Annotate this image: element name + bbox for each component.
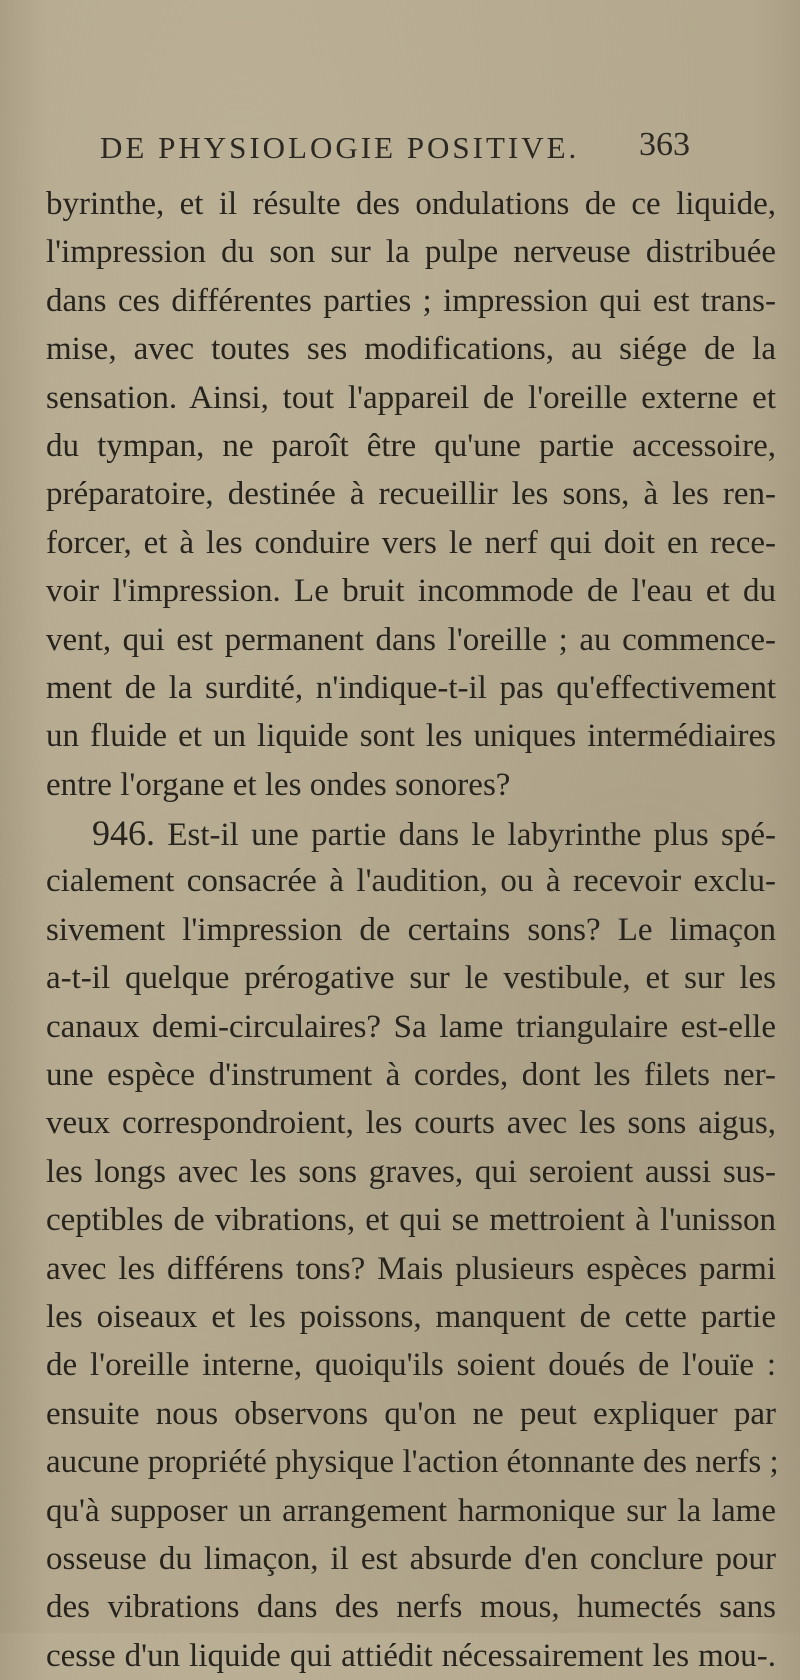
body-text xyxy=(46,180,779,1680)
text-line: qu'à supposer un arrangement harmonique sur la lame xyxy=(46,1492,776,1529)
text-line: les oiseaux et les poissons, manquent de cette partie xyxy=(46,1298,776,1335)
paragraph-first-line xyxy=(46,809,776,857)
text-line: canaux demi-circulaires? Sa lame triangulaire est-elle xyxy=(46,1008,776,1045)
text-line: ensuite nous observons qu'on ne peut expliquer par xyxy=(46,1395,776,1432)
running-title: DE PHYSIOLOGIE POSITIVE. xyxy=(100,130,580,165)
text-line: byrinthe, et il résulte des ondulations de ce liquide, xyxy=(46,186,776,222)
text-line: sivement l'impression de certains sons? Le limaçon xyxy=(46,911,776,948)
text-line: des vibrations dans des nerfs mous, humectés sans xyxy=(46,1589,776,1626)
text-line: avec les différens tons? Mais plusieurs espèces parmi xyxy=(46,1250,776,1287)
text-line: osseuse du limaçon, il est absurde d'en conclure pour xyxy=(46,1540,776,1577)
text-line: les longs avec les sons graves, qui seroient aussi sus- xyxy=(46,1153,776,1190)
text-line: ceptibles de vibrations, et qui se mettroient à l'unisson xyxy=(46,1202,776,1239)
text-line: l'impression du son sur la pulpe nerveuse distribuée xyxy=(46,234,776,271)
text-line: cesse d'un liquide qui attiédit nécessairement les mou-. xyxy=(46,1637,776,1674)
text-line: entre l'organe et les ondes sonores? xyxy=(46,766,511,803)
text-line: a-t-il quelque prérogative sur le vestibule, et sur les xyxy=(46,960,776,997)
running-head xyxy=(100,126,690,174)
text-line: forcer, et à les conduire vers le nerf qui doit en rece- xyxy=(46,524,776,561)
text-line: préparatoire, destinée à recueillir les sons, à les ren- xyxy=(46,476,776,513)
text-line: du tympan, ne paroît être qu'une partie accessoire, xyxy=(46,427,776,464)
page-number: 363 xyxy=(639,126,690,163)
text-line: mise, avec toutes ses modifications, au siége de la xyxy=(46,331,776,368)
text-line: ment de la surdité, n'indique-t-il pas qu'effectivement xyxy=(46,669,776,706)
text-line: une espèce d'instrument à cordes, dont les filets ner- xyxy=(46,1057,776,1094)
text-line: sensation. Ainsi, tout l'appareil de l'oreille externe et xyxy=(46,379,776,416)
paragraph-first-line-text: Est-il une partie dans le labyrinthe plus spé- xyxy=(167,817,776,854)
paragraph-number: 946. xyxy=(92,813,155,854)
text-line: dans ces différentes parties ; impression qui est trans- xyxy=(46,282,776,319)
text-line: veux correspondroient, les courts avec les sons aigus, xyxy=(46,1105,776,1142)
text-line: vent, qui est permanent dans l'oreille ; au commence- xyxy=(46,621,776,658)
text-line: cialement consacrée à l'audition, ou à recevoir exclu- xyxy=(46,863,776,900)
text-line: de l'oreille interne, quoiqu'ils soient doués de l'ouïe : xyxy=(46,1347,776,1384)
text-line: un fluide et un liquide sont les uniques intermédiaires xyxy=(46,718,776,755)
text-line: voir l'impression. Le bruit incommode de l'eau et du xyxy=(46,573,776,610)
text-line: aucune propriété physique l'action étonnante des nerfs ; xyxy=(46,1444,779,1481)
